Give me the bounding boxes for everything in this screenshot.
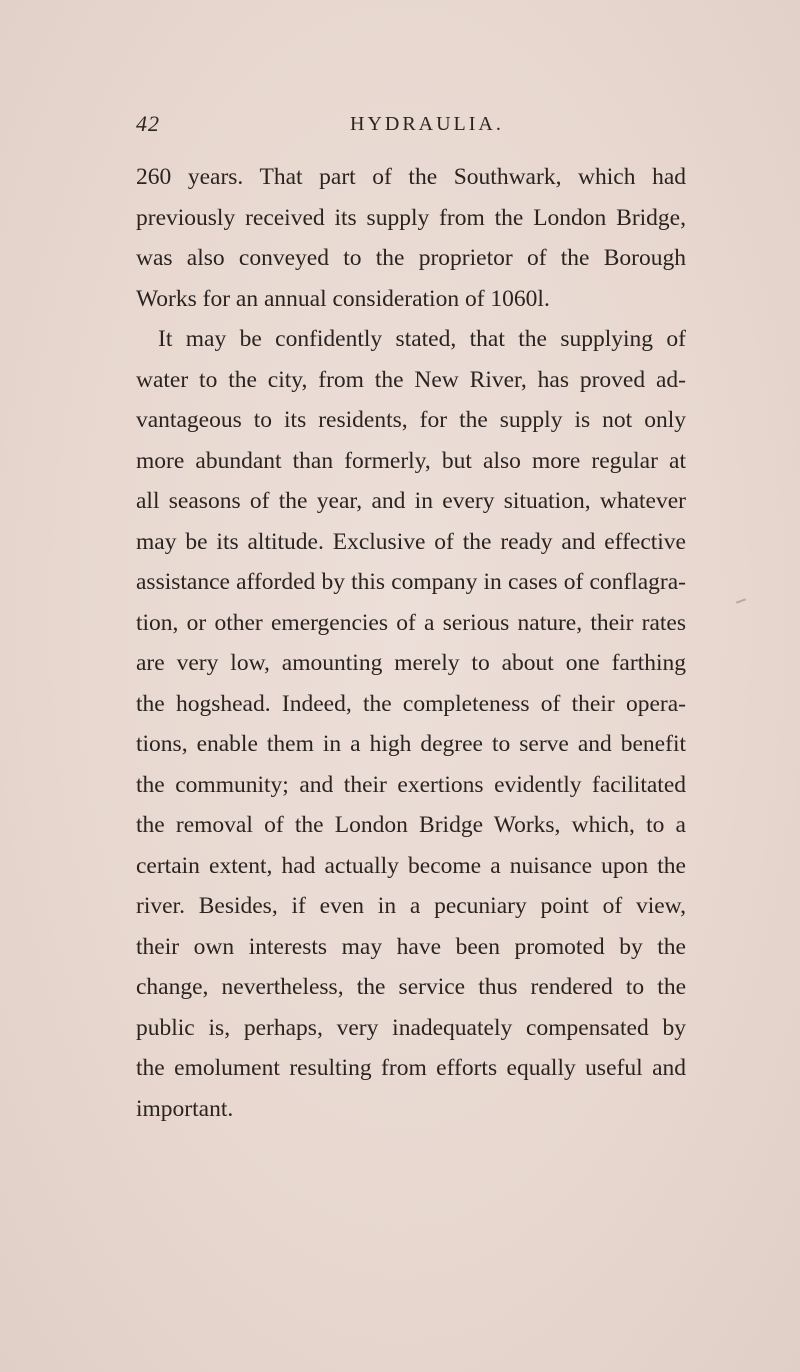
text-line: vantageous to its residents, for the supply is not only (136, 407, 686, 433)
text-line: river. Besides, if even in a pecuniary point of view, (136, 893, 686, 919)
text-line: tion, or other emergencies of a serious nature, their rates (136, 609, 686, 636)
body-text (136, 157, 686, 1129)
margin-mark (736, 598, 746, 603)
text-line: the removal of the London Bridge Works, which, to a (136, 812, 686, 838)
text-line: their own interests may have been promoted by the (136, 933, 686, 960)
text-line: the emolument resulting from efforts equally useful and (136, 1055, 686, 1081)
text-line: It may be confidently stated, that the supplying of (158, 326, 686, 352)
page-number: 42 (136, 111, 160, 136)
text-line: the hogshead. Indeed, the completeness of their opera- (136, 690, 686, 717)
text-line: more abundant than formerly, but also more regular at (136, 447, 686, 474)
text-line: the community; and their exertions evidently facilitated (136, 771, 686, 798)
text-line: are very low, amounting merely to about one farthing (136, 650, 686, 676)
text-line: tions, enable them in a high degree to serve and benefit (136, 731, 686, 757)
text-line: public is, perhaps, very inadequately compensated by (136, 1014, 686, 1041)
text-line: 260 years. That part of the Southwark, which had (136, 164, 686, 190)
running-head (136, 111, 686, 141)
text-line: Works for an annual consideration of 1060l. (136, 285, 550, 312)
text-line: certain extent, had actually become a nuisance upon the (136, 852, 686, 879)
running-title: HYDRAULIA. (350, 113, 504, 135)
text-line: water to the city, from the New River, has proved ad- (136, 366, 686, 393)
text-line: all seasons of the year, and in every situation, whatever (136, 488, 686, 514)
text-line: assistance afforded by this company in cases of conflagra- (136, 569, 686, 595)
text-line: important. (136, 1095, 234, 1122)
text-line: change, nevertheless, the service thus rendered to the (136, 974, 686, 1000)
text-line: was also conveyed to the proprietor of the Borough (136, 245, 686, 271)
text-line: may be its altitude. Exclusive of the ready and effective (136, 528, 686, 555)
text-line: previously received its supply from the London Bridge, (136, 204, 686, 231)
